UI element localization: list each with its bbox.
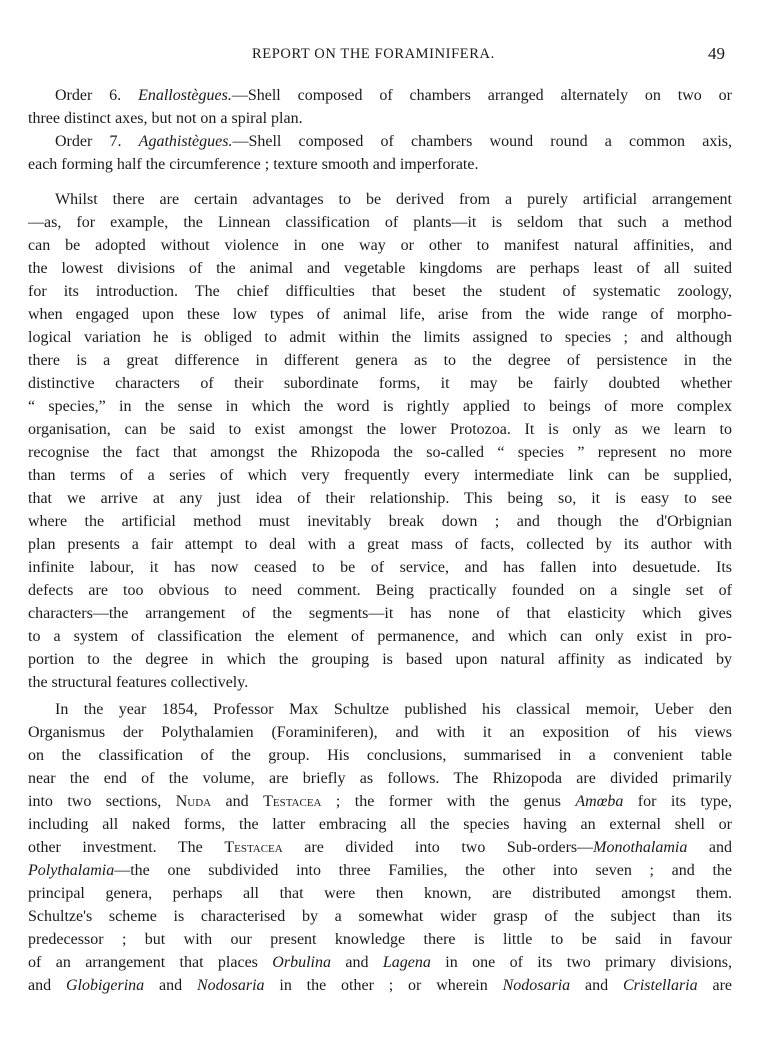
text-segment: In the year 1854, Professor Max Schultze published his classical memoir, Ueber den	[55, 701, 732, 718]
text-segment: including all naked forms, the latter embracing all the species having an external shell or	[28, 816, 732, 833]
text-segment: the structural features collectively.	[28, 674, 249, 691]
text-segment: —Shell composed of chambers arranged alternately on two or	[231, 87, 733, 104]
text-segment: and	[144, 977, 197, 994]
text-segment: other investment. The	[28, 839, 225, 856]
text-line	[28, 188, 732, 211]
italic-text: Amœba	[575, 793, 624, 810]
text-segment: can be adopted without violence in one way or other to manifest natural affinities, and	[28, 237, 732, 254]
text-segment: characters—the arrangement of the segments—it has none of that elasticity which gives	[28, 605, 732, 622]
text-segment: ; the former with the genus	[321, 793, 576, 810]
text-line	[28, 234, 732, 257]
text-line	[28, 625, 732, 648]
text-segment: in one of its two primary divisions,	[430, 954, 733, 971]
text-segment: than terms of a series of which very frequently every intermediate link can be supplied,	[28, 467, 732, 484]
text-line	[28, 130, 732, 153]
page-number: 49	[708, 44, 725, 63]
text-segment: defects are too obvious to need comment. Being practically founded on a single set of	[28, 582, 732, 599]
text-line	[28, 579, 732, 602]
small-caps-text: Nuda	[175, 793, 212, 810]
text-segment: to a system of classification the element of permanence, and which can only exist in pro-	[28, 628, 732, 645]
text-line	[28, 441, 732, 464]
text-segment: —as, for example, the Linnean classification of plants—it is seldom that such a method	[28, 214, 732, 231]
italic-text: Polythalamia	[28, 862, 115, 879]
text-line	[28, 349, 732, 372]
text-line	[28, 487, 732, 510]
text-line	[28, 974, 732, 997]
text-line	[28, 744, 732, 767]
text-segment: where the artificial method must inevitably break down ; and though the d'Orbignian	[28, 513, 732, 530]
text-segment: there is a great difference in different genera as to the degree of persistence in the	[28, 352, 732, 369]
italic-text: Agathistègues.	[138, 133, 233, 150]
running-header	[0, 44, 776, 68]
text-line	[28, 648, 732, 671]
small-caps-text: Testacea	[224, 839, 283, 856]
text-line	[28, 721, 732, 744]
text-line	[28, 107, 732, 130]
text-line	[28, 928, 732, 951]
text-segment: are	[697, 977, 732, 994]
text-line	[28, 556, 732, 579]
text-segment: infinite labour, it has now ceased to be of service, and has fallen into desuetude. Its	[28, 559, 732, 576]
text-segment: organisation, can be said to exist amongst the lower Protozoa. It is only as we learn to	[28, 421, 732, 438]
text-segment: principal genera, perhaps all that were then known, are distributed amongst them.	[28, 885, 732, 902]
text-line	[28, 153, 732, 176]
text-segment: Organismus der Polythalamien (Foraminiferen), and with it an exposition of his views	[28, 724, 732, 741]
text-segment: and	[570, 977, 623, 994]
text-line	[28, 698, 732, 721]
text-line	[28, 418, 732, 441]
italic-text: Cristellaria	[622, 977, 698, 994]
text-line	[28, 257, 732, 280]
text-segment: of an arrangement that places	[28, 954, 273, 971]
italic-text: Orbulina	[272, 954, 331, 971]
italic-text: Lagena	[382, 954, 431, 971]
text-line	[28, 602, 732, 625]
text-segment: Whilst there are certain advantages to be derived from a purely artificial arrangement	[55, 191, 732, 208]
text-segment: in the other ; or wherein	[264, 977, 503, 994]
text-line	[28, 84, 732, 107]
text-segment: logical variation he is obliged to admit within the limits assigned to species ; and although	[28, 329, 732, 346]
text-line	[28, 859, 732, 882]
text-line	[28, 510, 732, 533]
text-line	[28, 303, 732, 326]
text-segment: Order 7.	[55, 133, 139, 150]
text-segment: for its introduction. The chief difficulties that beset the student of systematic zoology,	[28, 283, 732, 300]
running-title: REPORT ON THE FORAMINIFERA.	[252, 46, 495, 62]
text-segment: that we arrive at any just idea of their relationship. This being so, it is easy to see	[28, 490, 732, 507]
text-segment: predecessor ; but with our present knowledge there is little to be said in favour	[28, 931, 732, 948]
text-segment: are divided into two Sub-orders—	[282, 839, 594, 856]
text-segment: for its type,	[623, 793, 732, 810]
text-segment: near the end of the volume, are briefly as follows. The Rhizopoda are divided primarily	[28, 770, 732, 787]
italic-text: Monothalamia	[593, 839, 688, 856]
text-line	[28, 836, 732, 859]
text-segment: each forming half the circumference ; texture smooth and imperforate.	[28, 156, 479, 173]
text-line	[28, 767, 732, 790]
text-segment: into two sections,	[28, 793, 176, 810]
text-segment: Order 6.	[55, 87, 139, 104]
text-segment: recognise the fact that amongst the Rhizopoda the so-called “ species ” represent no more	[28, 444, 732, 461]
italic-text: Globigerina	[65, 977, 145, 994]
order-definitions	[28, 84, 732, 176]
italic-text: Enallostègues.	[138, 87, 232, 104]
text-segment: when engaged upon these low types of animal life, arise from the wide range of morpho-	[28, 306, 732, 323]
text-segment: the lowest divisions of the animal and vegetable kingdoms are perhaps least of all suited	[28, 260, 732, 277]
text-line	[28, 395, 732, 418]
text-segment: and	[330, 954, 383, 971]
text-line	[28, 464, 732, 487]
text-segment: “ species,” in the sense in which the word is rightly applied to beings of more complex	[28, 398, 732, 415]
text-line	[28, 671, 732, 694]
paragraph-schultze	[28, 698, 732, 997]
text-segment: Schultze's scheme is characterised by a somewhat wider grasp of the subject than its	[28, 908, 732, 925]
text-line	[28, 280, 732, 303]
text-segment: portion to the degree in which the grouping is based upon natural affinity as indicated by	[28, 651, 732, 668]
text-line	[28, 882, 732, 905]
text-line	[28, 905, 732, 928]
italic-text: Nodosaria	[196, 977, 265, 994]
text-segment: and	[687, 839, 732, 856]
text-segment: distinctive characters of their subordinate forms, it may be fairly doubted whether	[28, 375, 732, 392]
text-segment: —the one subdivided into three Families, the other into seven ; and the	[114, 862, 732, 879]
paragraph-artificial-arrangement	[28, 188, 732, 694]
text-segment: —Shell composed of chambers wound round a common axis,	[232, 133, 732, 150]
text-segment: on the classification of the group. His conclusions, summarised in a convenient table	[28, 747, 732, 764]
text-line	[28, 813, 732, 836]
text-line	[28, 790, 732, 813]
small-caps-text: Testacea	[263, 793, 322, 810]
text-segment: and	[28, 977, 66, 994]
text-segment: plan presents a fair attempt to deal with a great mass of facts, collected by its author with	[28, 536, 732, 553]
text-segment: three distinct axes, but not on a spiral plan.	[28, 110, 303, 127]
text-line	[28, 533, 732, 556]
text-line	[28, 326, 732, 349]
text-line	[28, 951, 732, 974]
text-line	[28, 372, 732, 395]
text-segment: and	[211, 793, 264, 810]
italic-text: Nodosaria	[502, 977, 571, 994]
text-line	[28, 211, 732, 234]
